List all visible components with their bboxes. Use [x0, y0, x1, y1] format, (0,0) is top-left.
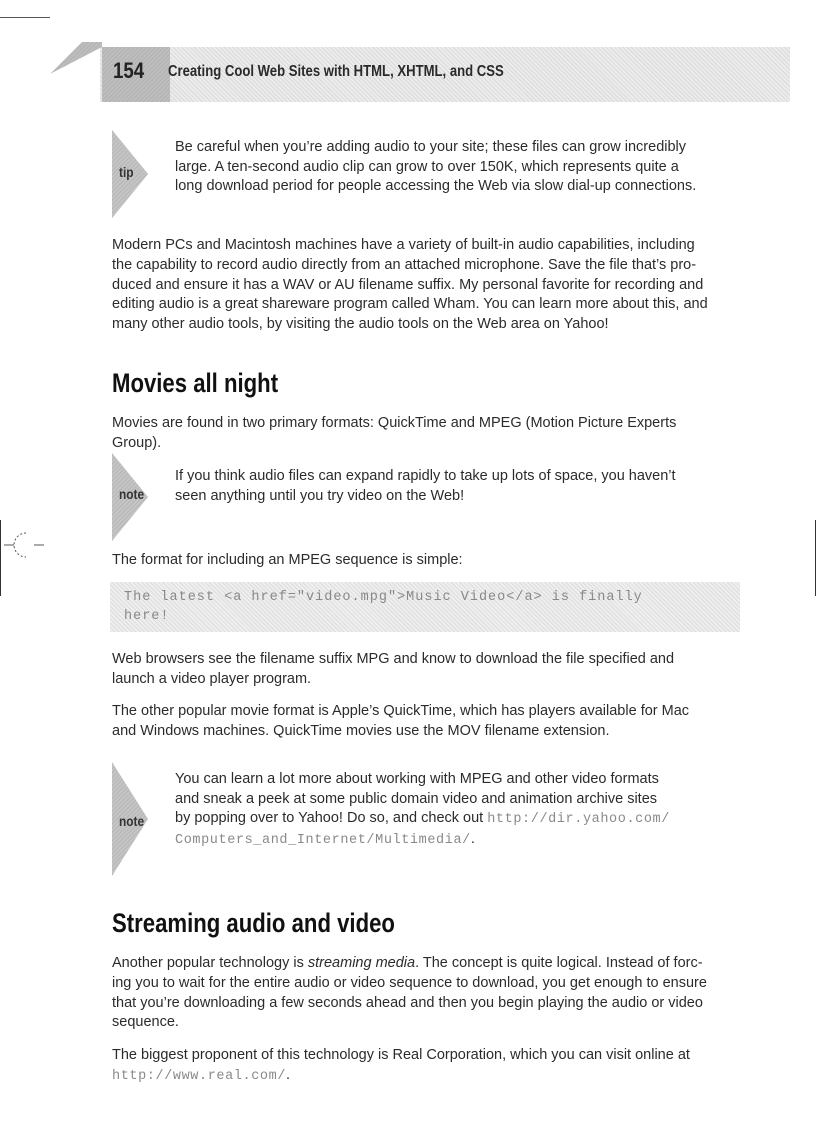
code-sample: [124, 588, 643, 626]
paragraph-real-corporation: [112, 1046, 717, 1087]
text-line: [112, 954, 717, 974]
yahoo-url-link[interactable]: http://dir.yahoo.com/: [487, 812, 670, 827]
note-text: [175, 770, 755, 850]
tip-line: long download period for people accessing the Web via slow dial-up connections.: [175, 178, 697, 194]
note-line: You can learn a lot more about working with MPEG and other video formats: [175, 771, 659, 787]
note-label: note: [119, 813, 145, 829]
paragraph-audio-capabilities: [112, 236, 717, 335]
header-arrow-icon: [50, 42, 170, 102]
tip-line: large. A ten-second audio clip can grow to over 150K, which represents quite a: [175, 158, 679, 175]
top-rule: [0, 17, 50, 18]
heading-streaming-audio-video: Streaming audio and video: [112, 908, 395, 938]
text-line: Movies are found in two primary formats: QuickTime and MPEG (Motion Picture Experts: [112, 415, 677, 431]
text-line: sequence.: [112, 1014, 179, 1031]
text-line: [112, 1066, 717, 1087]
text-line: duced and ensure it has a WAV or AU filename suffix. My personal favorite for recording and: [112, 276, 704, 293]
paragraph-browser-mpg: [112, 650, 717, 690]
tip-label: tip: [119, 164, 134, 180]
text-line: many other audio tools, by visiting the audio tools on the Web area on Yahoo!: [112, 316, 609, 333]
emphasis-term: streaming media: [307, 955, 416, 971]
note-line: [175, 830, 755, 851]
code-line: The latest <a href="video.mpg">Music Video</a> is finally: [124, 590, 643, 605]
tip-line: Be careful when you’re adding audio to your site; these files can grow incredibly: [175, 139, 687, 155]
tip-text: [175, 138, 755, 197]
note-line: [175, 809, 755, 830]
text-line: the capability to record audio directly from an attached microphone. Save the file that’s pro-: [112, 256, 697, 273]
page-number: 154: [113, 58, 145, 83]
yahoo-url-link-continued[interactable]: Computers_and_Internet/Multimedia/: [175, 832, 471, 848]
paragraph-mpeg-intro: The format for including an MPEG sequence is simple:: [112, 552, 463, 568]
text-line: that you’re downloading a few seconds ahead and then you begin playing the audio or video: [112, 994, 703, 1011]
heading-movies-all-night: Movies all night: [112, 368, 279, 398]
revision-mark-icon: [4, 527, 50, 563]
code-line: here!: [124, 609, 170, 624]
page-header: [50, 42, 740, 102]
note-line: If you think audio files can expand rapidly to take up lots of space, you haven’t: [175, 468, 676, 484]
note-line: seen anything until you try video on the Web!: [175, 487, 465, 504]
note-label: note: [119, 486, 145, 502]
text-line: The biggest proponent of this technology is Real Corporation, which you can visit online at: [112, 1047, 690, 1063]
real-url-link[interactable]: http://www.real.com/: [112, 1068, 287, 1084]
note-line-text: .: [470, 830, 475, 847]
text-line: and Windows machines. QuickTime movies use the MOV filename extension.: [112, 722, 610, 739]
text-span: .: [286, 1066, 291, 1083]
code-sample-box: [110, 582, 740, 632]
paragraph-streaming-media: [112, 954, 717, 1033]
note-text: [175, 467, 755, 506]
text-span: . The concept is quite logical. Instead of forc-: [415, 955, 703, 971]
text-line: Web browsers see the filename suffix MPG and know to download the file specified and: [112, 651, 675, 667]
text-line: ing you to wait for the entire audio or video sequence to download, you get enough to ensure: [112, 974, 707, 991]
text-span: Another popular technology is: [112, 955, 308, 971]
text-line: Modern PCs and Macintosh machines have a variety of built-in audio capabilities, including: [112, 237, 695, 253]
text-line: editing audio is a great shareware program called Wham. You can learn more about this, and: [112, 296, 708, 313]
text-line: The other popular movie format is Apple’s QuickTime, which has players available for Mac: [112, 703, 690, 719]
note-line: and sneak a peek at some public domain video and animation archive sites: [175, 790, 658, 807]
left-margin-line: [0, 520, 1, 596]
text-line: Group).: [112, 434, 162, 451]
text-line: launch a video player program.: [112, 670, 312, 687]
paragraph-movie-formats: [112, 414, 717, 454]
running-title: Creating Cool Web Sites with HTML, XHTML, and CSS: [168, 63, 504, 80]
paragraph-quicktime: [112, 702, 717, 742]
note-line-text: by popping over to Yahoo! Do so, and check out: [175, 810, 488, 826]
